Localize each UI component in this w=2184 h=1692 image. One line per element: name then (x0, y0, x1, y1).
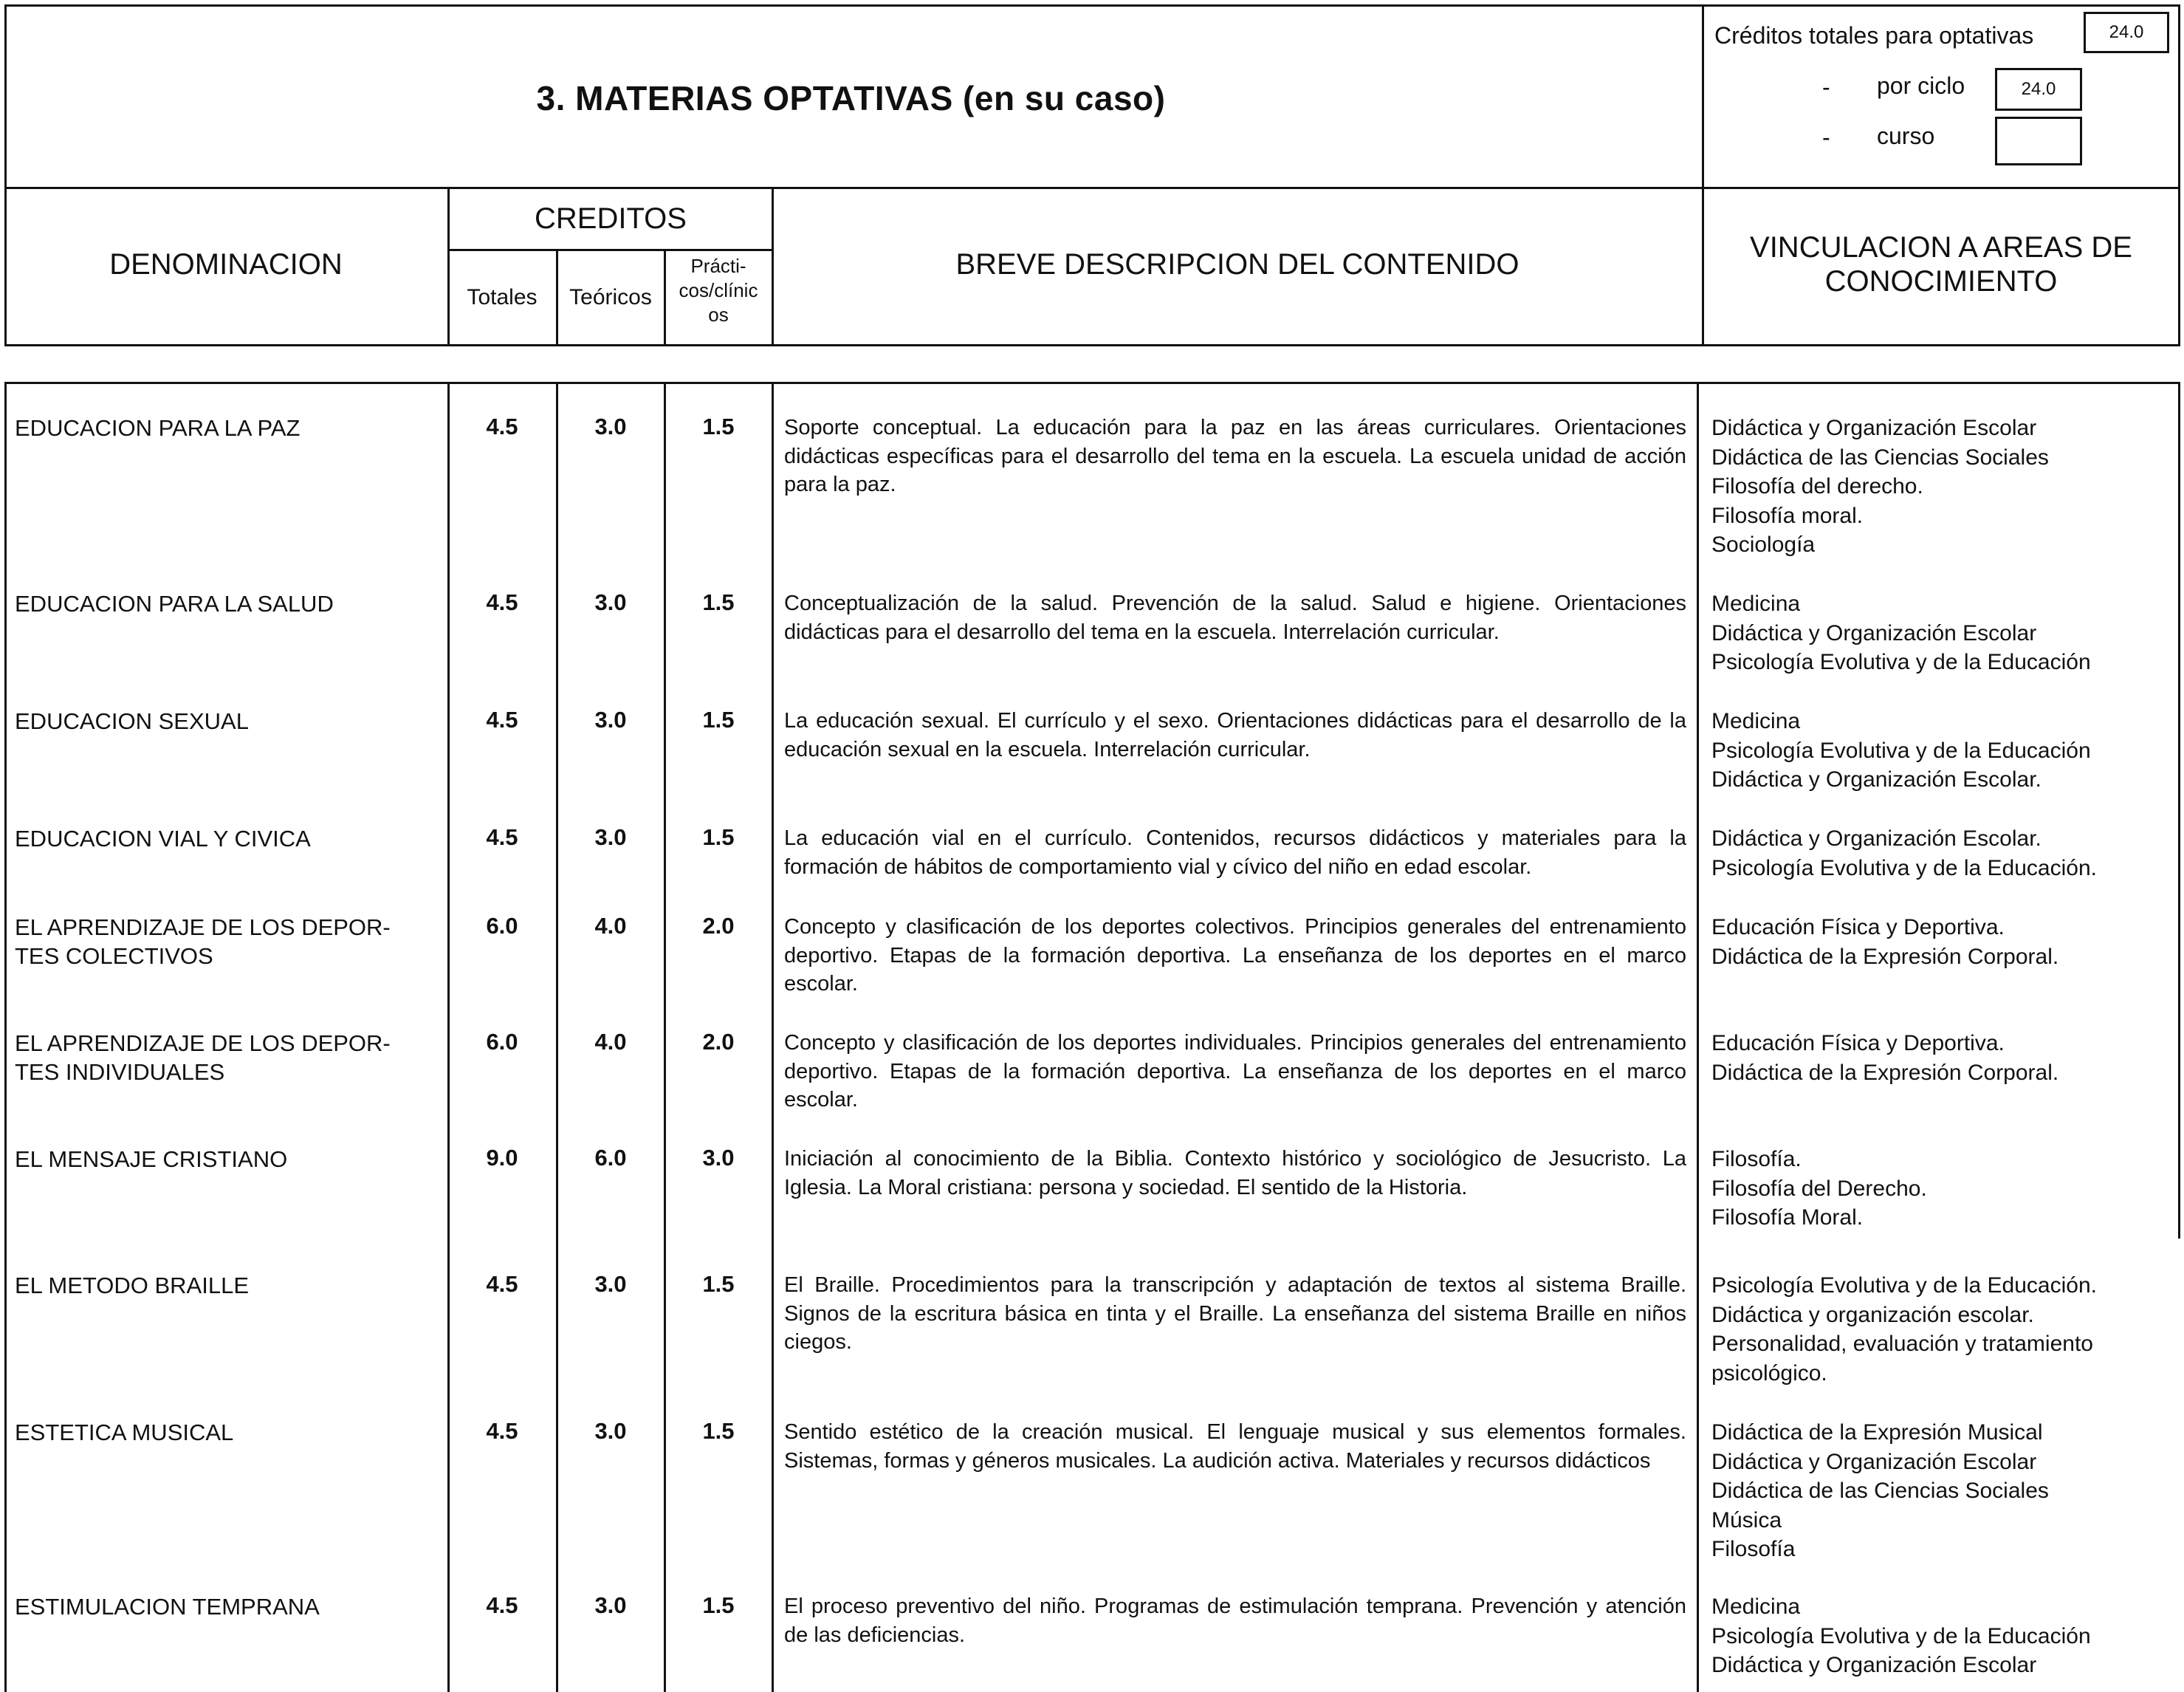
row-description: Conceptualización de la salud. Prevención de la salud. Salud e higiene. Orientaciones didácticas para el desarrollo del tema en la escuela. Interrelación curricular. (784, 592, 1686, 644)
row-teoricos: 3.0 (594, 1271, 627, 1297)
row-description: La educación vial en el currículo. Contenidos, recursos didácticos y materiales para la formación de hábitos de comportamiento vial y cívico del niño en edad escolar. (784, 826, 1686, 879)
row-area-item: Didáctica de las Ciencias Sociales (1711, 445, 2049, 470)
row-denominacion (15, 824, 443, 853)
row-denominacion-line: EDUCACION VIAL Y CIVICA (15, 826, 311, 852)
row-denominacion (15, 707, 443, 736)
row-areas (1711, 1592, 2173, 1680)
row-denominacion (15, 1271, 443, 1300)
row-area-item: Psicología Evolutiva y de la Educación (1711, 738, 2091, 763)
row-area-item: Filosofía moral. (1711, 503, 1864, 528)
row-teoricos: 4.0 (594, 1029, 627, 1055)
row-description: El Braille. Procedimientos para la transcripción y adaptación de textos al sistema Braille. Signos de la escritura básica en tinta y el Braille. La enseñanza del sistema Braille en niños ciegos. (784, 1273, 1686, 1354)
row-area-item: Psicología Evolutiva y de la Educación (1711, 1623, 2091, 1648)
row-area-item: Psicología Evolutiva y de la Educación (1711, 650, 2091, 674)
col-practicos-line2: cos/clínic (679, 279, 758, 301)
row-area-item: Educación Física y Deportiva. (1711, 915, 2005, 939)
row-areas (1711, 1029, 2173, 1087)
row-area-item: Didáctica de la Expresión Musical (1711, 1420, 2043, 1445)
row-totales: 4.5 (486, 1271, 518, 1297)
row-areas (1711, 1145, 2173, 1233)
header-divider (1702, 4, 1704, 189)
row-area-item: Medicina (1711, 709, 1801, 733)
col-denominacion: DENOMINACION (109, 248, 343, 281)
row-description: Sentido estético de la creación musical. El lenguaje musical y sus elementos formales. Sistemas, formas y géneros musicales. La audición activa. Materiales y recursos didácticos (784, 1420, 1686, 1473)
row-area-item: Psicología Evolutiva y de la Educación. (1711, 1273, 2097, 1298)
row-denominacion (15, 1592, 443, 1621)
row-area-item: Didáctica de las Ciencias Sociales (1711, 1479, 2049, 1503)
row-denominacion (15, 414, 443, 442)
row-denominacion-line: TES COLECTIVOS (15, 943, 213, 969)
col-vinculacion-line1: VINCULACION A AREAS DE (1750, 231, 2132, 264)
body-divider-5 (1697, 382, 1699, 1692)
row-practicos: 1.5 (702, 1592, 735, 1618)
row-description: Concepto y clasificación de los deportes individuales. Principios generales del entrenamiento deportivo. Etapas de la formación deportiva. La enseñanza de los deportes en el marco escolar. (784, 1031, 1686, 1112)
row-practicos: 1.5 (702, 707, 735, 733)
row-teoricos: 3.0 (594, 824, 627, 850)
row-practicos: 2.0 (702, 913, 735, 939)
col-descripcion: BREVE DESCRIPCION DEL CONTENIDO (955, 248, 1519, 281)
row-denominacion (15, 1145, 443, 1174)
row-area-item: Filosofía (1711, 1537, 1796, 1561)
creditos-totales-label: Créditos totales para optativas (1714, 22, 2034, 49)
row-area-item: Filosofía. (1711, 1147, 1802, 1171)
col-practicos (664, 254, 773, 327)
row-denominacion-line: ESTETICA MUSICAL (15, 1419, 234, 1445)
row-denominacion-line: EDUCACION SEXUAL (15, 708, 249, 734)
row-areas (1711, 707, 2173, 795)
row-areas (1711, 589, 2173, 677)
row-areas (1711, 1271, 2173, 1388)
row-area-item: Didáctica y Organización Escolar. (1711, 826, 2042, 851)
row-area-item: Psicología Evolutiva y de la Educación. (1711, 855, 2097, 880)
row-area-item: Didáctica y Organización Escolar (1711, 1449, 2037, 1474)
row-totales: 4.5 (486, 707, 518, 733)
row-totales: 9.0 (486, 1145, 518, 1171)
row-totales: 4.5 (486, 824, 518, 850)
col-vinculacion-line2: CONOCIMIENTO (1824, 265, 2058, 298)
row-denominacion-line: EL APRENDIZAJE DE LOS DEPOR- (15, 914, 391, 940)
row-denominacion-line: TES INDIVIDUALES (15, 1059, 225, 1085)
row-area-item: Música (1711, 1507, 1782, 1532)
row-practicos: 1.5 (702, 589, 735, 615)
por-ciclo-dash: - (1822, 74, 1830, 100)
row-description: Concepto y clasificación de los deportes colectivos. Principios generales del entrenamiento deportivo. Etapas de la formación deportiva. La enseñanza de los deportes en el marco escolar. (784, 915, 1686, 996)
row-totales: 4.5 (486, 1418, 518, 1444)
col-totales: Totales (467, 285, 538, 309)
col-practicos-line1: Prácti- (690, 255, 746, 277)
curso-value (1995, 117, 2082, 165)
row-area-item: Filosofía del derecho. (1711, 474, 1923, 499)
row-teoricos: 3.0 (594, 707, 627, 733)
row-practicos: 2.0 (702, 1029, 735, 1055)
body-right-border (2178, 382, 2180, 1239)
row-denominacion-line: EL APRENDIZAJE DE LOS DEPOR- (15, 1030, 391, 1056)
row-practicos: 3.0 (702, 1145, 735, 1171)
row-description: Soporte conceptual. La educación para la paz en las áreas curriculares. Orientaciones didácticas específicas para el desarrollo del tema en la escuela. La escuela unidad de acción para la paz. (784, 416, 1686, 496)
row-denominacion (15, 1029, 443, 1086)
row-totales: 4.5 (486, 414, 518, 439)
row-area-item: Didáctica y Organización Escolar. (1711, 767, 2042, 792)
row-denominacion (15, 1418, 443, 1447)
row-area-item: Personalidad, evaluación y tratamiento (1711, 1332, 2093, 1356)
row-totales: 6.0 (486, 913, 518, 939)
row-area-item: Educación Física y Deportiva. (1711, 1031, 2005, 1055)
row-teoricos: 4.0 (594, 913, 627, 939)
page-title: 3. MATERIAS OPTATIVAS (en su caso) (536, 79, 1166, 117)
row-area-item: Didáctica y organización escolar. (1711, 1302, 2034, 1327)
col-creditos: CREDITOS (535, 202, 687, 235)
row-areas (1711, 1418, 2173, 1564)
row-area-item: Didáctica y Organización Escolar (1711, 416, 2037, 440)
row-teoricos: 3.0 (594, 414, 627, 439)
row-practicos: 1.5 (702, 1418, 735, 1444)
row-area-item: Filosofía del Derecho. (1711, 1176, 1927, 1201)
row-area-item: Didáctica y Organización Escolar (1711, 1653, 2037, 1677)
row-denominacion-line: ESTIMULACION TEMPRANA (15, 1594, 320, 1620)
row-area-item: Filosofía Moral. (1711, 1205, 1864, 1230)
row-totales: 4.5 (486, 1592, 518, 1618)
row-area-item: Sociología (1711, 532, 1816, 557)
row-description: La educación sexual. El currículo y el sexo. Orientaciones didácticas para el desarrollo de la educación sexual en la escuela. Interrelación curricular. (784, 709, 1686, 761)
row-areas (1711, 414, 2173, 560)
row-totales: 4.5 (486, 589, 518, 615)
row-teoricos: 3.0 (594, 1592, 627, 1618)
row-denominacion-line: EL MENSAJE CRISTIANO (15, 1146, 288, 1172)
row-practicos: 1.5 (702, 414, 735, 439)
col-vinculacion (1702, 230, 2180, 298)
row-denominacion-line: EDUCACION PARA LA SALUD (15, 591, 334, 617)
row-teoricos: 3.0 (594, 589, 627, 615)
row-areas (1711, 824, 2173, 883)
row-teoricos: 6.0 (594, 1145, 627, 1171)
row-denominacion-line: EL METODO BRAILLE (15, 1273, 249, 1298)
row-practicos: 1.5 (702, 1271, 735, 1297)
curso-dash: - (1822, 124, 1830, 151)
row-denominacion (15, 589, 443, 618)
creditos-underline (447, 249, 773, 251)
row-area-item: Didáctica y Organización Escolar (1711, 620, 2037, 645)
creditos-totales-value: 24.0 (2084, 12, 2169, 53)
row-areas (1711, 913, 2173, 971)
curso-label: curso (1877, 123, 1935, 149)
body-left-border (4, 382, 7, 1692)
body-top-border (4, 382, 2180, 384)
row-area-item: Didáctica de la Expresión Corporal. (1711, 944, 2059, 969)
col-teoricos: Teóricos (569, 285, 652, 309)
row-area-item: Medicina (1711, 1595, 1801, 1619)
row-area-item: Didáctica de la Expresión Corporal. (1711, 1060, 2059, 1085)
row-description: El proceso preventivo del niño. Programas de estimulación temprana. Prevención y atención de las deficiencias. (784, 1595, 1686, 1647)
row-area-item: psicológico. (1711, 1360, 1827, 1386)
row-teoricos: 3.0 (594, 1418, 627, 1444)
row-description: Iniciación al conocimiento de la Biblia. Contexto histórico y sociológico de Jesucristo. La Iglesia. La Moral cristiana: persona y sociedad. El sentido de la Historia. (784, 1147, 1686, 1199)
row-totales: 6.0 (486, 1029, 518, 1055)
por-ciclo-value: 24.0 (1995, 68, 2082, 111)
por-ciclo-label: por ciclo (1877, 72, 1965, 99)
row-area-item: Medicina (1711, 592, 1801, 616)
row-denominacion (15, 913, 443, 970)
col-practicos-line3: os (708, 304, 729, 326)
row-denominacion-line: EDUCACION PARA LA PAZ (15, 415, 301, 441)
row-practicos: 1.5 (702, 824, 735, 850)
